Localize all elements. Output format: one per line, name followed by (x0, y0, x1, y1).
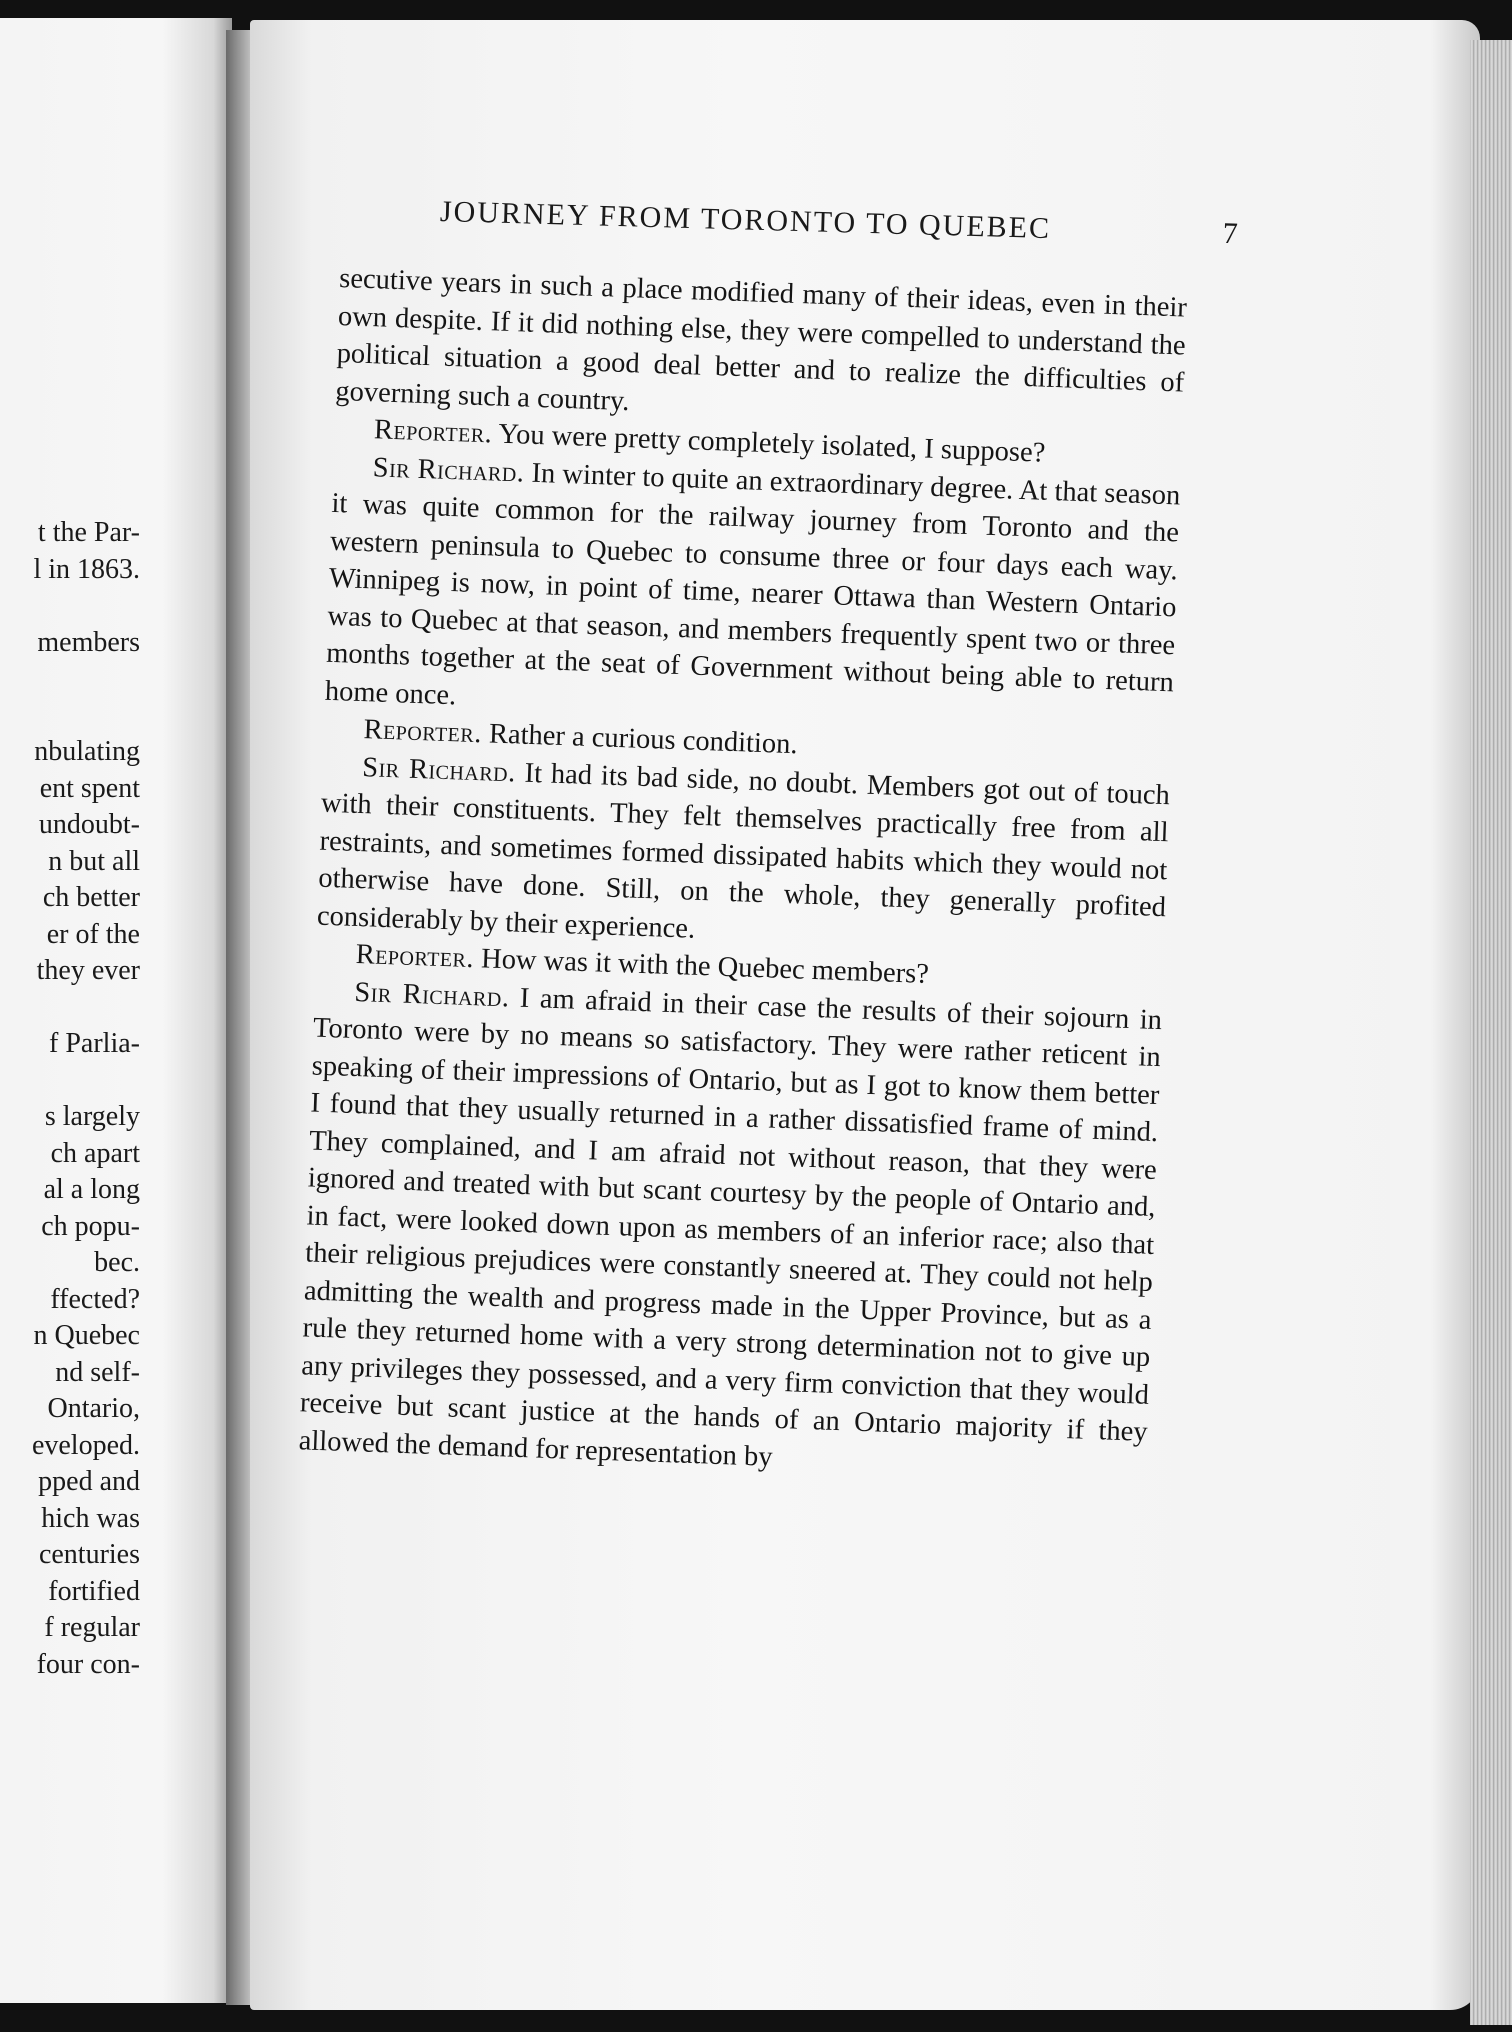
left-page-line: undoubt- (38, 809, 140, 840)
left-page-line: members (37, 626, 140, 658)
left-page-line: nd self- (55, 1356, 140, 1388)
paragraph (298, 972, 1162, 1489)
left-page-line: bec. (94, 1247, 140, 1278)
left-page-line: four con- (36, 1648, 140, 1680)
left-page-line (0, 588, 140, 625)
left-page-line (0, 990, 140, 1027)
left-page-line: n Quebec (33, 1320, 140, 1351)
left-page-line: fortified (48, 1575, 140, 1607)
left-page-line: ch better (42, 882, 140, 913)
left-page-line: t the Par- (37, 517, 140, 548)
speaker-name: Sir Richard. (361, 751, 517, 788)
paragraph-text: I am afraid in their case the results of their sojourn in Toronto were by no means so satisfactory. They were rather reticent in speaking of their impressions of Ontario, but as I got to know them better I found that they usually returned in a rather dissatisfied frame of mind. They complained, and I am afraid not without reason, that they were ignored and treated with but scant courtesy by the people of Ontario and, in fact, were looked down upon as members of an inferior race; also that their religious prejudices were constantly sneered at. They could not help admitting the wealth and progress made in the Upper Province, but as a rule they returned home with a very strong determination not to give up any privileges they possessed, and a very firm conviction that they would receive but scant justice at the hands of an Ontario majority if they allowed the demand for representation by (298, 982, 1163, 1473)
left-page-line: er of the (46, 918, 140, 950)
page-edges (1470, 40, 1512, 2025)
left-page-line: f regular (44, 1612, 140, 1643)
left-page-line: s largely (44, 1101, 140, 1132)
left-page-text (0, 515, 140, 1683)
paragraph-text: It had its bad side, no doubt. Members got out of touch with their constituents. They felt themselves practically free from all restraints, and sometimes formed dissipated habits which they would not otherwise have done. Still, on the whole, they generally profited considerably by their experience. (316, 757, 1171, 945)
speaker-name: Reporter. (373, 414, 493, 450)
paragraph (335, 260, 1188, 440)
left-page-line: n but all (48, 845, 140, 877)
left-page-line: they ever (36, 955, 140, 986)
left-page (0, 18, 232, 2003)
left-page-line: hich was (41, 1502, 140, 1534)
paragraph (324, 447, 1181, 739)
left-page-line: ch apart (50, 1137, 140, 1169)
speaker-name: Sir Richard. (353, 976, 511, 1013)
left-page-line: Ontario, (47, 1393, 140, 1424)
running-title: JOURNEY FROM TORONTO TO QUEBEC (439, 195, 1052, 246)
paragraph-text: In winter to quite an extraordinary degree. At that season it was quite common for the railway journey from Toronto and the western peninsula to Quebec to consume three or four days each way. Winnipeg is now, in point of time, nearer Ottawa than Western Ontario was to Quebec at that season, and members frequently spent two or three months together at the seat of Government without being able to return home once. (324, 457, 1181, 711)
paragraph (316, 747, 1170, 964)
paragraph-text: You were pretty completely isolated, I suppose? (497, 418, 1046, 469)
left-page-line: ch popu- (41, 1210, 140, 1242)
left-page-line: f Parlia- (49, 1028, 140, 1059)
left-page-line: l in 1863. (33, 553, 140, 585)
left-page-line: pped and (38, 1466, 140, 1497)
speaker-name: Sir Richard. (372, 451, 526, 489)
speaker-name: Reporter. (355, 938, 475, 975)
left-page-line: centuries (38, 1539, 140, 1570)
speaker-name: Reporter. (363, 714, 483, 750)
left-page-line (0, 661, 140, 698)
left-page-line: ffected? (50, 1283, 140, 1315)
left-page-line: eveloped. (31, 1429, 140, 1461)
left-page-line: al a long (43, 1174, 140, 1205)
paragraph-text: How was it with the Quebec members? (480, 943, 930, 990)
paragraph-text: Rather a curious condition. (488, 718, 799, 761)
page-number: 7 (1222, 216, 1239, 251)
left-page-line (0, 1063, 140, 1100)
left-page-line (0, 698, 140, 735)
page-body (298, 260, 1187, 1489)
left-page-line: ent spent (39, 772, 140, 804)
left-page-line: nbulating (34, 736, 140, 767)
paragraph-text: secutive years in such a place modified many of their ideas, even in their own despite. If it did nothing else, they were compelled to understand the political situation a good deal better and to realize the difficulties of governing such a country. (334, 262, 1188, 417)
